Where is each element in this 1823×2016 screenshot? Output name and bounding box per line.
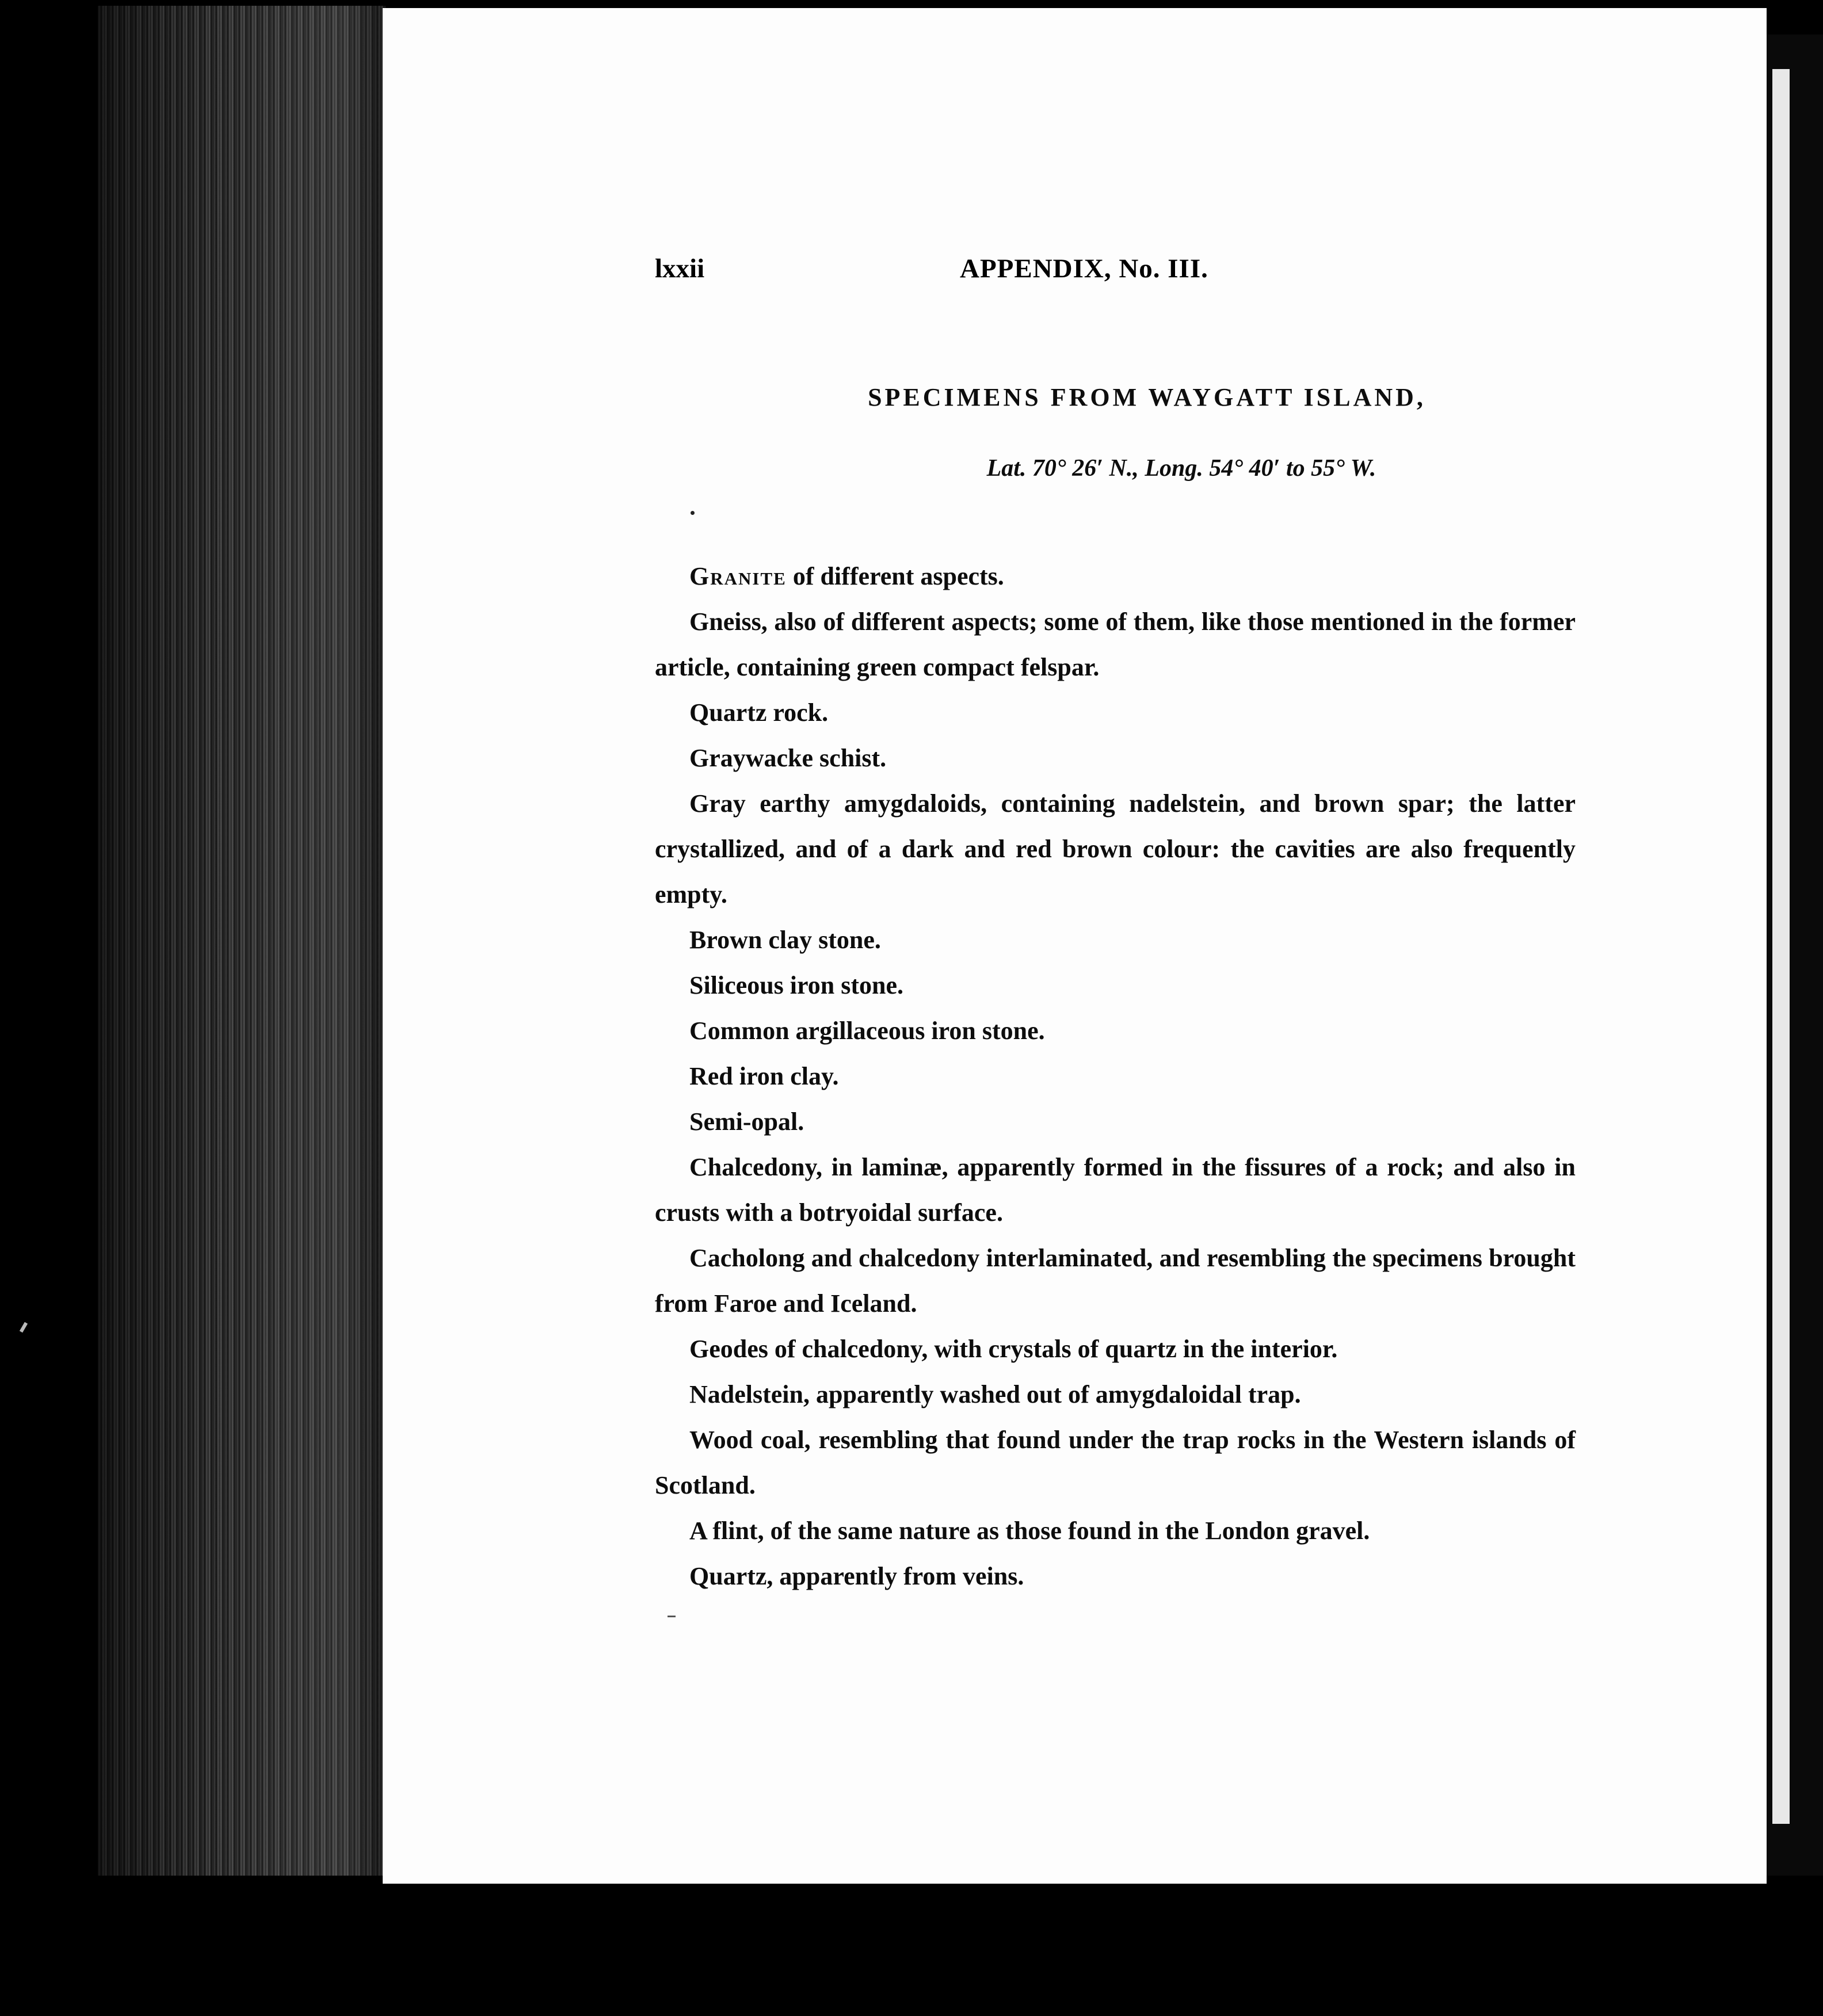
specimen-list: [655, 553, 1576, 1599]
specimen-entry: Common argillaceous iron stone.: [689, 1017, 1045, 1045]
specimen-entry: Wood coal, resembling that found under the trap rocks in the Western islands of Scotland.: [655, 1426, 1576, 1499]
specimen-entry: Quartz, apparently from veins.: [689, 1562, 1024, 1590]
running-title: APPENDIX, No. III.: [960, 254, 1208, 284]
entry-text: of different aspects.: [786, 562, 1004, 590]
running-head: [655, 253, 1230, 293]
specimen-entry: Gray earthy amygdaloids, containing nadelstein, and brown spar; the latter crystallized, and of a dark and red brown colour: the cavities are also frequently empty.: [655, 789, 1576, 908]
specimen-entry: Brown clay stone.: [689, 926, 881, 954]
page-number: lxxii: [655, 254, 705, 284]
specimen-entry: Chalcedony, in laminæ, apparently formed in the fissures of a rock; and also in crusts with a botryoidal surface.: [655, 1153, 1576, 1227]
book-page-edges: [98, 6, 386, 1876]
specimen-entry: Gneiss, also of different aspects; some of them, like those mentioned in the former article, containing green compact felspar.: [655, 608, 1576, 681]
entry-lead: Granite: [689, 562, 787, 590]
specimen-entry: Geodes of chalcedony, with crystals of quartz in the interior.: [689, 1335, 1338, 1363]
specimen-entry: [655, 553, 1576, 599]
facing-page-sliver: [1772, 69, 1790, 1824]
print-mark: [668, 1616, 676, 1617]
specimen-entry: Siliceous iron stone.: [689, 971, 904, 999]
specimen-entry: Cacholong and chalcedony interlaminated, and resembling the specimens brought from Faroe and Iceland.: [655, 1244, 1576, 1318]
specimen-entry: Nadelstein, apparently washed out of amygdaloidal trap.: [689, 1380, 1301, 1408]
section-coordinates: Lat. 70° 26′ N., Long. 54° 40′ to 55° W.: [986, 455, 1376, 482]
specimen-entry: A flint, of the same nature as those found in the London gravel.: [689, 1517, 1370, 1545]
specimen-entry: Quartz rock.: [689, 698, 829, 727]
section-title: SPECIMENS FROM WAYGATT ISLAND,: [868, 383, 1426, 411]
specimen-entry: Red iron clay.: [689, 1062, 839, 1090]
specimen-entry: Graywacke schist.: [689, 744, 887, 772]
print-speck: [691, 511, 695, 515]
specimen-entry: Semi-opal.: [689, 1108, 804, 1136]
